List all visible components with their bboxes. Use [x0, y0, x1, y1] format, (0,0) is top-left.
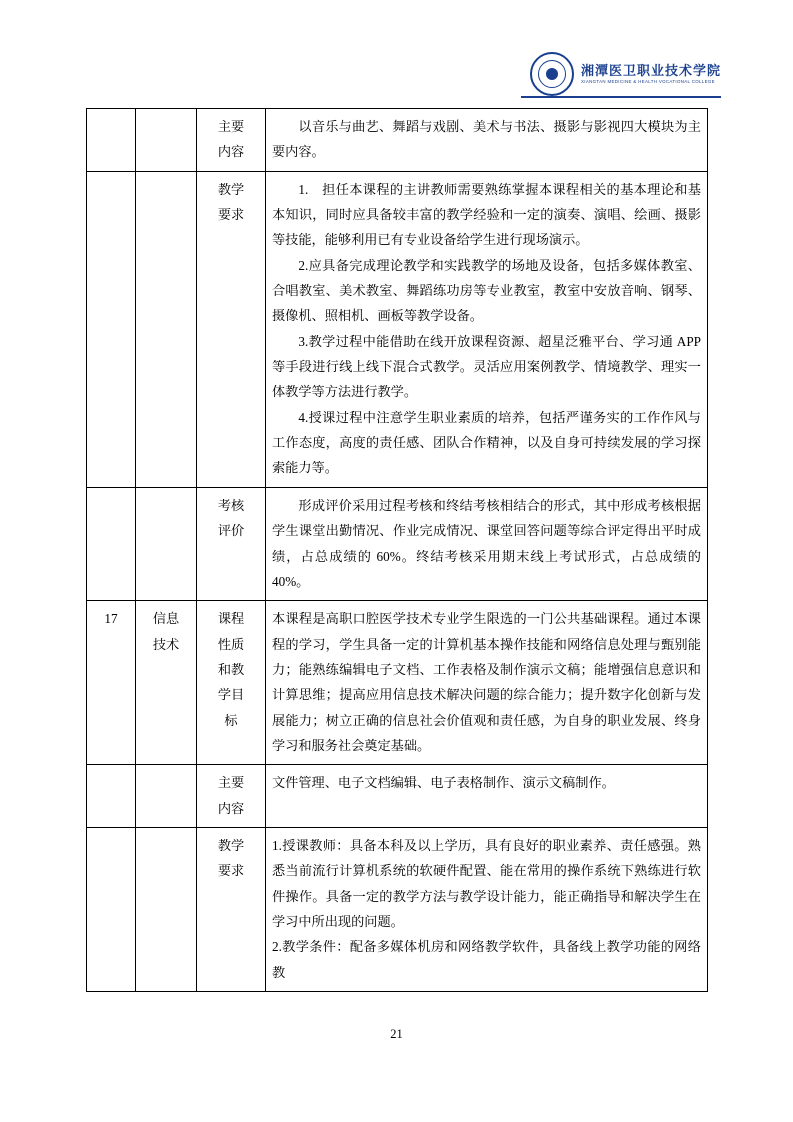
cell-label: 考核 评价 — [197, 487, 266, 600]
cell-content — [266, 765, 708, 828]
cell-number — [87, 827, 136, 991]
cell-number — [87, 171, 136, 487]
cell-label: 教学 要求 — [197, 171, 266, 487]
cell-content — [266, 601, 708, 765]
cell-course-name: 信息 技术 — [136, 601, 197, 765]
college-logo — [530, 52, 721, 96]
paragraph: 1. 担任本课程的主讲教师需要熟练掌握本课程相关的基本理论和基本知识，同时应具备较丰富的教学经验和一定的演奏、演唱、绘画、摄影等技能，能够利用已有专业设备给学生进行现场演示。 — [272, 181, 701, 248]
cell-course-name — [136, 171, 197, 487]
cell-label: 课程 性质 和教 学目 标 — [197, 601, 266, 765]
cell-number — [87, 765, 136, 828]
table-row — [87, 827, 708, 991]
paragraph: 2.教学条件：配备多媒体机房和网络教学软件，具备线上教学功能的网络教 — [272, 939, 701, 980]
paragraph: 以音乐与曲艺、舞蹈与戏剧、美术与书法、摄影与影视四大模块为主要内容。 — [272, 119, 701, 160]
cell-label: 主要 内容 — [197, 765, 266, 828]
course-table — [86, 108, 708, 992]
page-number: 21 — [390, 1027, 403, 1041]
paragraph: 3.教学过程中能借助在线开放课程资源、超星泛雅平台、学习通 APP 等手段进行线上线下混合式教学。灵活应用案例教学、情境教学、理实一体教学等方法进行教学。 — [272, 333, 701, 400]
cell-course-name — [136, 487, 197, 600]
cell-content — [266, 171, 708, 487]
college-logo-text — [581, 64, 721, 84]
cell-content — [266, 827, 708, 991]
paragraph: 形成评价采用过程考核和终结考核相结合的形式，其中形成考核根据学生课堂出勤情况、作业完成情况、课堂回答问题等综合评定得出平时成绩，占总成绩的 60%。终结考核采用期末线上考试形式，占总成绩的 40%。 — [272, 497, 701, 589]
table-row — [87, 171, 708, 487]
cell-content — [266, 487, 708, 600]
table-row — [87, 109, 708, 172]
cell-label: 教学 要求 — [197, 827, 266, 991]
paragraph: 本课程是高职口腔医学技术专业学生限选的一门公共基础课程。通过本课程的学习，学生具备一定的计算机基本操作技能和网络信息处理与甄别能力；能熟练编辑电子文档、工作表格及制作演示文稿；能增强信息意识和计算思维；提高应用信息技术解决问题的综合能力；提升数字化创新与发展能力；树立正确的信息社会价值观和责任感，为自身的职业发展、终身学习和服务社会奠定基础。 — [272, 611, 701, 753]
table-row — [87, 765, 708, 828]
cell-label: 主要 内容 — [197, 109, 266, 172]
cell-course-name — [136, 765, 197, 828]
cell-content — [266, 109, 708, 172]
table-row — [87, 601, 708, 765]
college-seal-icon — [530, 52, 574, 96]
college-name-en: XIANGTAN MEDICINE & HEALTH VOCATIONAL COLLEGE — [580, 78, 715, 84]
paragraph: 2.应具备完成理论教学和实践教学的场地及设备，包括多媒体教室、合唱教室、美术教室、舞蹈练功房等专业教室，教室中安放音响、钢琴、摄像机、照相机、画板等教学设备。 — [272, 257, 701, 324]
cell-course-name — [136, 827, 197, 991]
paragraph: 4.授课过程中注意学生职业素质的培养，包括严谨务实的工作作风与工作态度，高度的责任感、团队合作精神，以及自身可持续发展的学习探索能力等。 — [272, 409, 701, 476]
cell-number — [87, 487, 136, 600]
paragraph: 1.授课教师：具备本科及以上学历，具有良好的职业素养、责任感强。熟悉当前流行计算机系统的软硬件配置、能在常用的操作系统下熟练进行软件操作。具备一定的教学方法与教学设计能力，能正确指导和解决学生在学习中所出现的问题。 — [272, 837, 701, 929]
cell-number: 17 — [87, 601, 136, 765]
paragraph: 文件管理、电子文档编辑、电子表格制作、演示文稿制作。 — [272, 775, 615, 791]
cell-course-name — [136, 109, 197, 172]
logo-divider — [521, 96, 721, 98]
college-name-cn: 湘潭医卫职业技术学院 — [580, 63, 721, 78]
cell-number — [87, 109, 136, 172]
table-row — [87, 487, 708, 600]
